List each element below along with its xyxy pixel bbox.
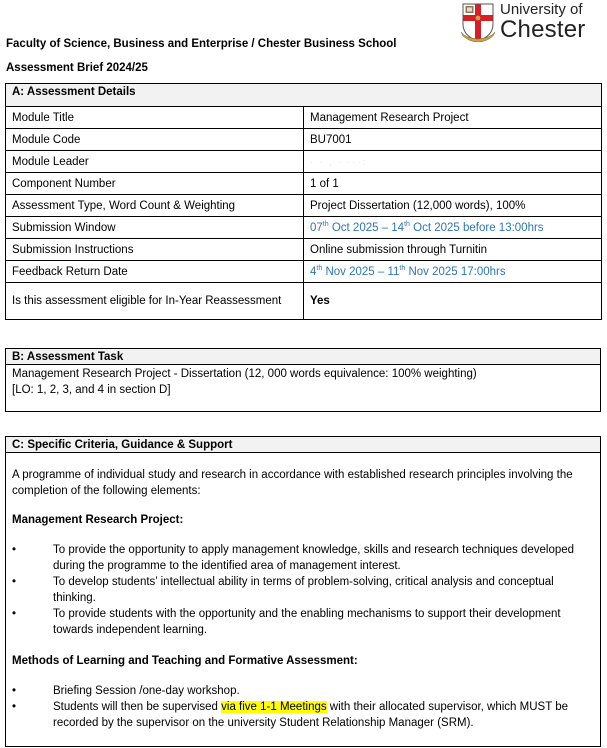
logo-line1: University of <box>500 1 583 18</box>
bullet-icon: • <box>12 576 17 588</box>
list-item: • To provide the opportunity to apply management knowledge, skills and research techniques developed during the programme to the identified area of management interest. <box>12 544 575 572</box>
highlighted-text: via five 1-1 Meetings <box>221 701 327 713</box>
section-a-title: A: Assessment Details <box>6 84 602 107</box>
feedback-date-value: 4th Nov 2025 – 11th Nov 2025 17:00hrs <box>304 261 602 283</box>
bullet-icon: • <box>12 544 17 556</box>
brief-heading: Assessment Brief 2024/25 <box>6 62 148 74</box>
redacted-text: · · , · ···: <box>310 156 367 167</box>
university-logo <box>460 1 607 43</box>
module-title-value: Management Research Project <box>304 107 602 129</box>
row-label: Assessment Type, Word Count & Weighting <box>6 195 304 217</box>
table-row <box>6 261 602 283</box>
row-label: Module Leader <box>6 151 304 173</box>
bullet-icon: • <box>12 701 17 713</box>
section-a-header-row <box>6 84 602 107</box>
university-crest-icon <box>460 2 496 42</box>
mrp-heading: Management Research Project: <box>12 514 184 526</box>
list-item: • Students will then be supervised via five 1-1 Meetings with their allocated supervisor, which MUST be recorded by the supervisor on the university Student Relationship Manager (SRM). <box>12 701 569 729</box>
list-item: • To develop students’ intellectual ability in terms of problem-solving, critical analysis and conceptual thinking. <box>12 576 554 604</box>
table-row <box>6 217 602 239</box>
assessment-details-table <box>5 83 602 320</box>
row-label: Component Number <box>6 173 304 195</box>
list-item: • To provide students with the opportunity and the enabling mechanisms to support their development towards independent learning. <box>12 608 561 636</box>
section-c-title: C: Specific Criteria, Guidance & Support <box>6 437 600 453</box>
faculty-heading: Faculty of Science, Business and Enterprise / Chester Business School <box>6 38 397 50</box>
row-label: Module Code <box>6 129 304 151</box>
learning-outcomes-ref: [LO: 1, 2, 3, and 4 in section D] <box>12 384 171 396</box>
table-row <box>6 283 602 320</box>
table-row <box>6 173 602 195</box>
row-label: Submission Window <box>6 217 304 239</box>
table-row <box>6 195 602 217</box>
module-code-value: BU7001 <box>304 129 602 151</box>
methods-bullet-list <box>12 683 594 731</box>
reassessment-value: Yes <box>304 283 602 320</box>
table-row <box>6 239 602 261</box>
submission-instructions-value: Online submission through Turnitin <box>304 239 602 261</box>
intro-paragraph: A programme of individual study and research in accordance with established research principles involving the completion of the following elements: <box>12 469 573 497</box>
row-label: Module Title <box>6 107 304 129</box>
criteria-guidance-section <box>5 436 601 747</box>
assessment-task-section <box>5 348 601 412</box>
table-row <box>6 129 602 151</box>
component-number-value: 1 of 1 <box>304 173 602 195</box>
row-label: Is this assessment eligible for In-Year Reassessment <box>6 283 304 320</box>
table-row <box>6 151 602 173</box>
table-row <box>6 107 602 129</box>
bullet-icon: • <box>12 608 17 620</box>
assessment-type-value: Project Dissertation (12,000 words), 100% <box>304 195 602 217</box>
bullet-icon: • <box>12 685 17 697</box>
task-description: Management Research Project - Dissertation (12, 000 words equivalence: 100% weighting) <box>12 368 477 380</box>
list-item: • Briefing Session /one-day workshop. <box>12 685 240 697</box>
logo-line2: Chester <box>500 16 586 43</box>
section-b-title: B: Assessment Task <box>6 349 600 365</box>
row-label: Submission Instructions <box>6 239 304 261</box>
mrp-bullet-list <box>12 542 594 638</box>
submission-window-value: 07th Oct 2025 – 14th Oct 2025 before 13:00hrs <box>304 217 602 239</box>
row-label: Feedback Return Date <box>6 261 304 283</box>
module-leader-value <box>304 151 602 173</box>
methods-heading: Methods of Learning and Teaching and Formative Assessment: <box>12 655 358 667</box>
